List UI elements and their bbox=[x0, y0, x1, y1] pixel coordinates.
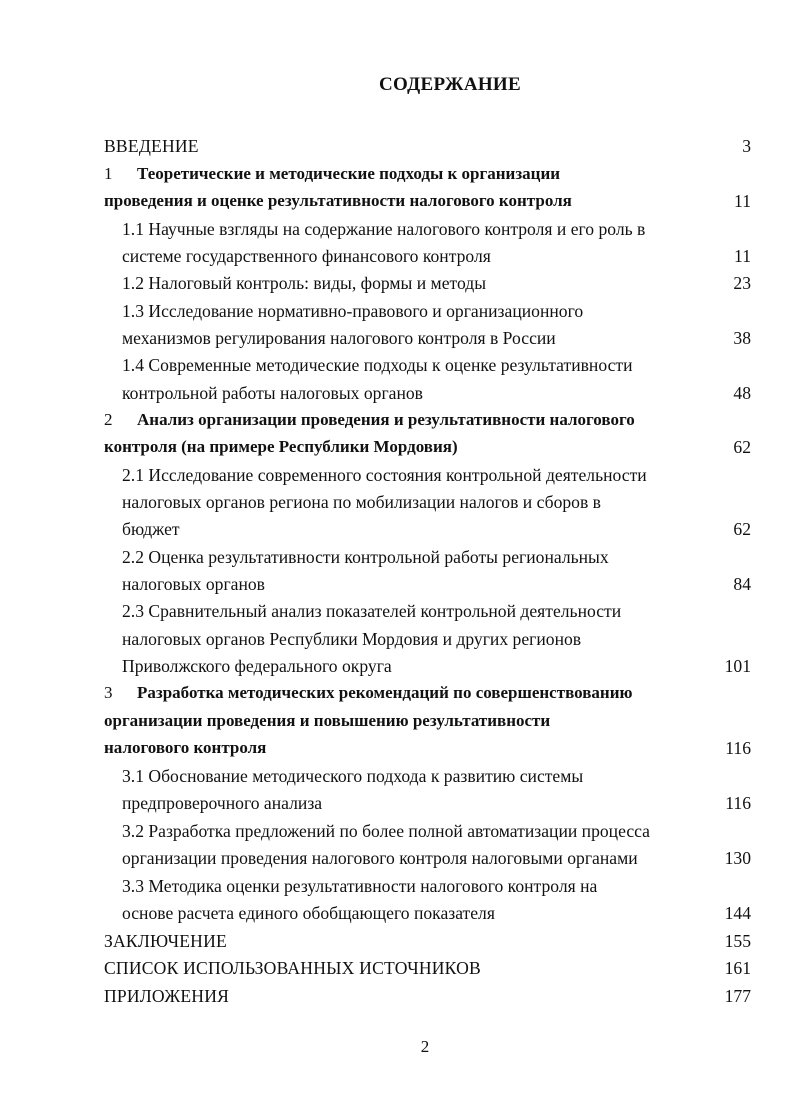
toc-chapter-label: налогового контроля bbox=[104, 738, 267, 757]
toc-entry-label: ЗАКЛЮЧЕНИЕ bbox=[104, 931, 227, 951]
toc-section-label: 3.3 Методика оценки результативности налогового контроля на bbox=[122, 876, 598, 896]
toc-section-2-3-line-2[interactable] bbox=[0, 625, 796, 653]
toc-chapter-label: организации проведения и повышению результативности bbox=[104, 711, 551, 730]
toc-chapter-3-line-1[interactable] bbox=[0, 679, 796, 707]
toc-section-label: 1.2 Налоговый контроль: виды, формы и методы bbox=[122, 273, 487, 293]
toc-chapter-label: Анализ организации проведения и результативности налогового bbox=[137, 410, 635, 429]
toc-entry-sources[interactable] bbox=[0, 954, 796, 982]
toc-chapter-3-line-2[interactable] bbox=[0, 707, 796, 735]
toc-page-number: 155 bbox=[724, 931, 751, 951]
toc-chapter-label: Разработка методических рекомендаций по совершенствованию bbox=[137, 683, 633, 702]
toc-section-label: 3.1 Обоснование методического подхода к развитию системы bbox=[122, 766, 584, 786]
toc-page-number: 144 bbox=[724, 903, 751, 923]
toc-page-number: 38 bbox=[733, 328, 751, 348]
toc-chapter-2-line-2[interactable] bbox=[0, 433, 796, 461]
toc-entry-label: СПИСОК ИСПОЛЬЗОВАННЫХ ИСТОЧНИКОВ bbox=[104, 958, 481, 978]
toc-section-3-1-line-1[interactable] bbox=[0, 762, 796, 790]
toc-section-label: механизмов регулирования налогового контроля в России bbox=[122, 328, 556, 348]
toc-section-label: бюджет bbox=[122, 519, 180, 539]
toc-section-1-3-line-2[interactable] bbox=[0, 324, 796, 352]
toc-section-2-1-line-1[interactable] bbox=[0, 461, 796, 489]
toc-section-label: организации проведения налогового контроля налоговыми органами bbox=[122, 848, 638, 868]
page-title: СОДЕРЖАНИЕ bbox=[379, 74, 521, 95]
toc-section-label: системе государственного финансового контроля bbox=[122, 246, 491, 266]
toc-entry-conclusion[interactable] bbox=[0, 927, 796, 955]
toc-section-1-3-line-1[interactable] bbox=[0, 297, 796, 325]
toc-page-number: 116 bbox=[725, 793, 751, 813]
toc-chapter-number: 1 bbox=[104, 164, 113, 183]
toc-page-number: 23 bbox=[733, 273, 751, 293]
toc-section-1-1-line-1[interactable] bbox=[0, 215, 796, 243]
toc-chapter-label: Теоретические и методические подходы к организации bbox=[137, 164, 561, 183]
toc-section-label: налоговых органов bbox=[122, 574, 265, 594]
toc-section-label: 2.3 Сравнительный анализ показателей контрольной деятельности bbox=[122, 601, 622, 621]
toc-entry-introduction[interactable] bbox=[0, 132, 796, 160]
toc-section-2-1-line-3[interactable] bbox=[0, 515, 796, 543]
toc-section-1-4-line-2[interactable] bbox=[0, 379, 796, 407]
toc-page-number: 3 bbox=[742, 136, 751, 156]
toc-section-3-3-line-1[interactable] bbox=[0, 872, 796, 900]
toc-page-number: 161 bbox=[724, 958, 751, 978]
toc-page-number: 48 bbox=[733, 383, 751, 403]
toc-page-number: 62 bbox=[733, 519, 751, 539]
toc-entry-label: ВВЕДЕНИЕ bbox=[104, 136, 199, 156]
toc-section-label: 2.2 Оценка результативности контрольной работы региональных bbox=[122, 547, 609, 567]
toc-section-1-2[interactable] bbox=[0, 269, 796, 297]
toc-section-3-1-line-2[interactable] bbox=[0, 789, 796, 817]
toc-entry-appendices[interactable] bbox=[0, 982, 796, 1010]
toc-chapter-3-line-3[interactable] bbox=[0, 734, 796, 762]
toc-page-number: 62 bbox=[733, 437, 751, 457]
toc-chapter-label: проведения и оценке результативности налогового контроля bbox=[104, 191, 572, 210]
toc-section-3-3-line-2[interactable] bbox=[0, 899, 796, 927]
toc-section-1-4-line-1[interactable] bbox=[0, 351, 796, 379]
toc-section-label: 2.1 Исследование современного состояния контрольной деятельности bbox=[122, 465, 647, 485]
toc-entry-label: ПРИЛОЖЕНИЯ bbox=[104, 986, 230, 1006]
page-number: 2 bbox=[420, 1037, 430, 1056]
toc-page-number: 84 bbox=[733, 574, 751, 594]
toc-section-label: 3.2 Разработка предложений по более полной автоматизации процесса bbox=[122, 821, 650, 841]
toc-chapter-number: 3 bbox=[104, 683, 113, 702]
toc-page-number: 11 bbox=[734, 191, 751, 211]
toc-section-label: налоговых органов региона по мобилизации налогов и сборов в bbox=[122, 492, 601, 512]
toc-section-3-2-line-2[interactable] bbox=[0, 844, 796, 872]
toc-section-label: 1.4 Современные методические подходы к оценке результативности bbox=[122, 355, 633, 375]
toc-chapter-1-line-2[interactable] bbox=[0, 187, 796, 215]
toc-chapter-label: контроля (на примере Республики Мордовия) bbox=[104, 437, 458, 456]
toc-section-label: основе расчета единого обобщающего показателя bbox=[122, 903, 495, 923]
toc-section-2-3-line-3[interactable] bbox=[0, 652, 796, 680]
toc-section-label: 1.1 Научные взгляды на содержание налогового контроля и его роль в bbox=[122, 219, 646, 239]
toc-section-2-2-line-1[interactable] bbox=[0, 543, 796, 571]
toc-section-label: предпроверочного анализа bbox=[122, 793, 323, 813]
toc-section-1-1-line-2[interactable] bbox=[0, 242, 796, 270]
toc-chapter-2-line-1[interactable] bbox=[0, 406, 796, 434]
toc-page-number: 116 bbox=[725, 738, 751, 758]
toc-section-label: налоговых органов Республики Мордовия и других регионов bbox=[122, 629, 582, 649]
toc-section-3-2-line-1[interactable] bbox=[0, 817, 796, 845]
toc-chapter-number: 2 bbox=[104, 410, 113, 429]
toc-page-number: 177 bbox=[724, 986, 751, 1006]
toc-section-label: 1.3 Исследование нормативно-правового и организационного bbox=[122, 301, 584, 321]
toc-section-2-1-line-2[interactable] bbox=[0, 488, 796, 516]
toc-section-label: контрольной работы налоговых органов bbox=[122, 383, 423, 403]
toc-page-number: 101 bbox=[724, 656, 751, 676]
toc-page-number: 130 bbox=[724, 848, 751, 868]
toc-chapter-1-line-1[interactable] bbox=[0, 160, 796, 188]
toc-page-number: 11 bbox=[734, 246, 751, 266]
toc-section-2-2-line-2[interactable] bbox=[0, 570, 796, 598]
toc-section-2-3-line-1[interactable] bbox=[0, 597, 796, 625]
toc-section-label: Приволжского федерального округа bbox=[122, 656, 392, 676]
